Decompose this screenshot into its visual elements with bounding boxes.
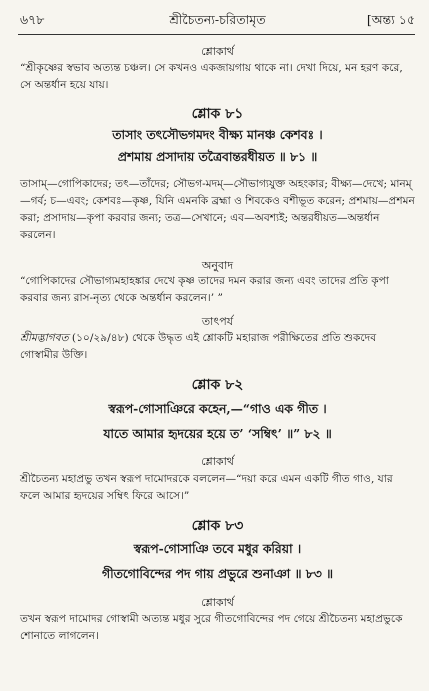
chapter-reference: [অন্ত্য ১৫ [366,12,415,27]
verse-83-line-1: স্বরূপ-গোসাঞি তবে মধুর করিয়া । [133,541,302,556]
translation-81: “গোপিকাদের সৌভাগ্যমহাহঙ্কার দেখে কৃষ্ণ তাদের দমন করার জন্য এবং তাদের প্রতি কৃপা করবার জন্য রাস-নৃত্য থেকে অন্তর্ধান করলেন।’ ” [20,275,389,304]
meaning-text-80: “শ্রীকৃষ্ণের স্বভাব অত্যন্ত চঞ্চল। সে কখনও একজায়গায় থাকে না। দেখা দিয়ে, মন হরণ করে, সে অন্তর্ধান হয়ে যায়। [20,62,403,91]
verse-heading-81: শ্লোক ৮১ [191,106,244,122]
meaning-label-80: শ্লোকার্থ [201,45,234,58]
translation-label-81: অনুবাদ [201,259,234,272]
verse-82-line-2: যাতে আমার হৃদয়ের হয়ে ত’ ‘সম্বিৎ’ ॥” ৮২ ॥ [103,426,332,441]
verse-heading-83: শ্লোক ৮৩ [191,518,244,534]
running-header [20,12,415,32]
verse-82-line-1: স্বরূপ-গোসাঞিরে কহেন,—“গাও এক গীত । [108,401,327,416]
meaning-label-82: শ্লোকার্থ [201,455,234,468]
meaning-text-83: তখন স্বরূপ দামোদর গোস্বামী অত্যন্ত মধুর সুরে গীতগোবিন্দের পদ গেয়ে শ্রীচৈতন্য মহাপ্রভুকে শোনাতে লাগলেন। [20,613,403,642]
verse-83-line-2: গীতগোবিন্দের পদ গায় প্রভুরে শুনাঞা ॥ ৮৩ ॥ [102,566,333,581]
verse-81-line-2: প্রশমায় প্রসাদায় তত্রৈবান্তরধীয়ত ॥ ৮১ ॥ [117,149,318,164]
meaning-label-83: শ্লোকার্থ [201,596,234,609]
purport-source: শ্রীমদ্ভাগবত [20,332,69,344]
meaning-text-82: শ্রীচৈতন্য মহাপ্রভু তখন স্বরূপ দামোদরকে বললেন—“দয়া করে এমন একটি গীত গাও, যার ফলে আমার হৃদয়ের সম্বিৎ ফিরে আসে।” [20,473,393,502]
book-title: শ্রীচৈতন্য-চরিতামৃত [169,12,266,27]
purport-81 [20,330,415,364]
page-number: ৬৭৮ [20,12,45,27]
synonyms-81: তাসাম্—গোপিকাদের; তৎ—তাঁদের; সৌভগ-মদম্—সৌভাগ্যযুক্ত অহংকার; বীক্ষ্য—দেখে; মানম্—গর্ব; চ—এবং; কেশবঃ—কৃষ্ণ, যিনি এমনকি ব্রহ্মা ও শিবকেও বশীভূত করেন; প্রশমায়—প্রশমন করা; প্রসাদায়—কৃপা করবার জন্য; তত্র—সেখানে; এব—অবশ্যই; অন্তরধীয়ত—অন্তর্ধান করলেন। [20,178,415,241]
verse-heading-82: শ্লোক ৮২ [191,377,244,393]
purport-text: (১০/২৯/৪৮) থেকে উদ্ধৃত এই শ্লোকটি মহারাজ পরীক্ষিতের প্রতি শুকদেব গোস্বামীর উক্তি। [20,332,377,361]
header-rule [18,34,415,35]
verse-81-line-1: তাসাং তৎসৌভগমদং বীক্ষ্য মানঞ্চ কেশবঃ । [112,127,323,142]
purport-label-81: তাৎপর্য [201,315,234,328]
